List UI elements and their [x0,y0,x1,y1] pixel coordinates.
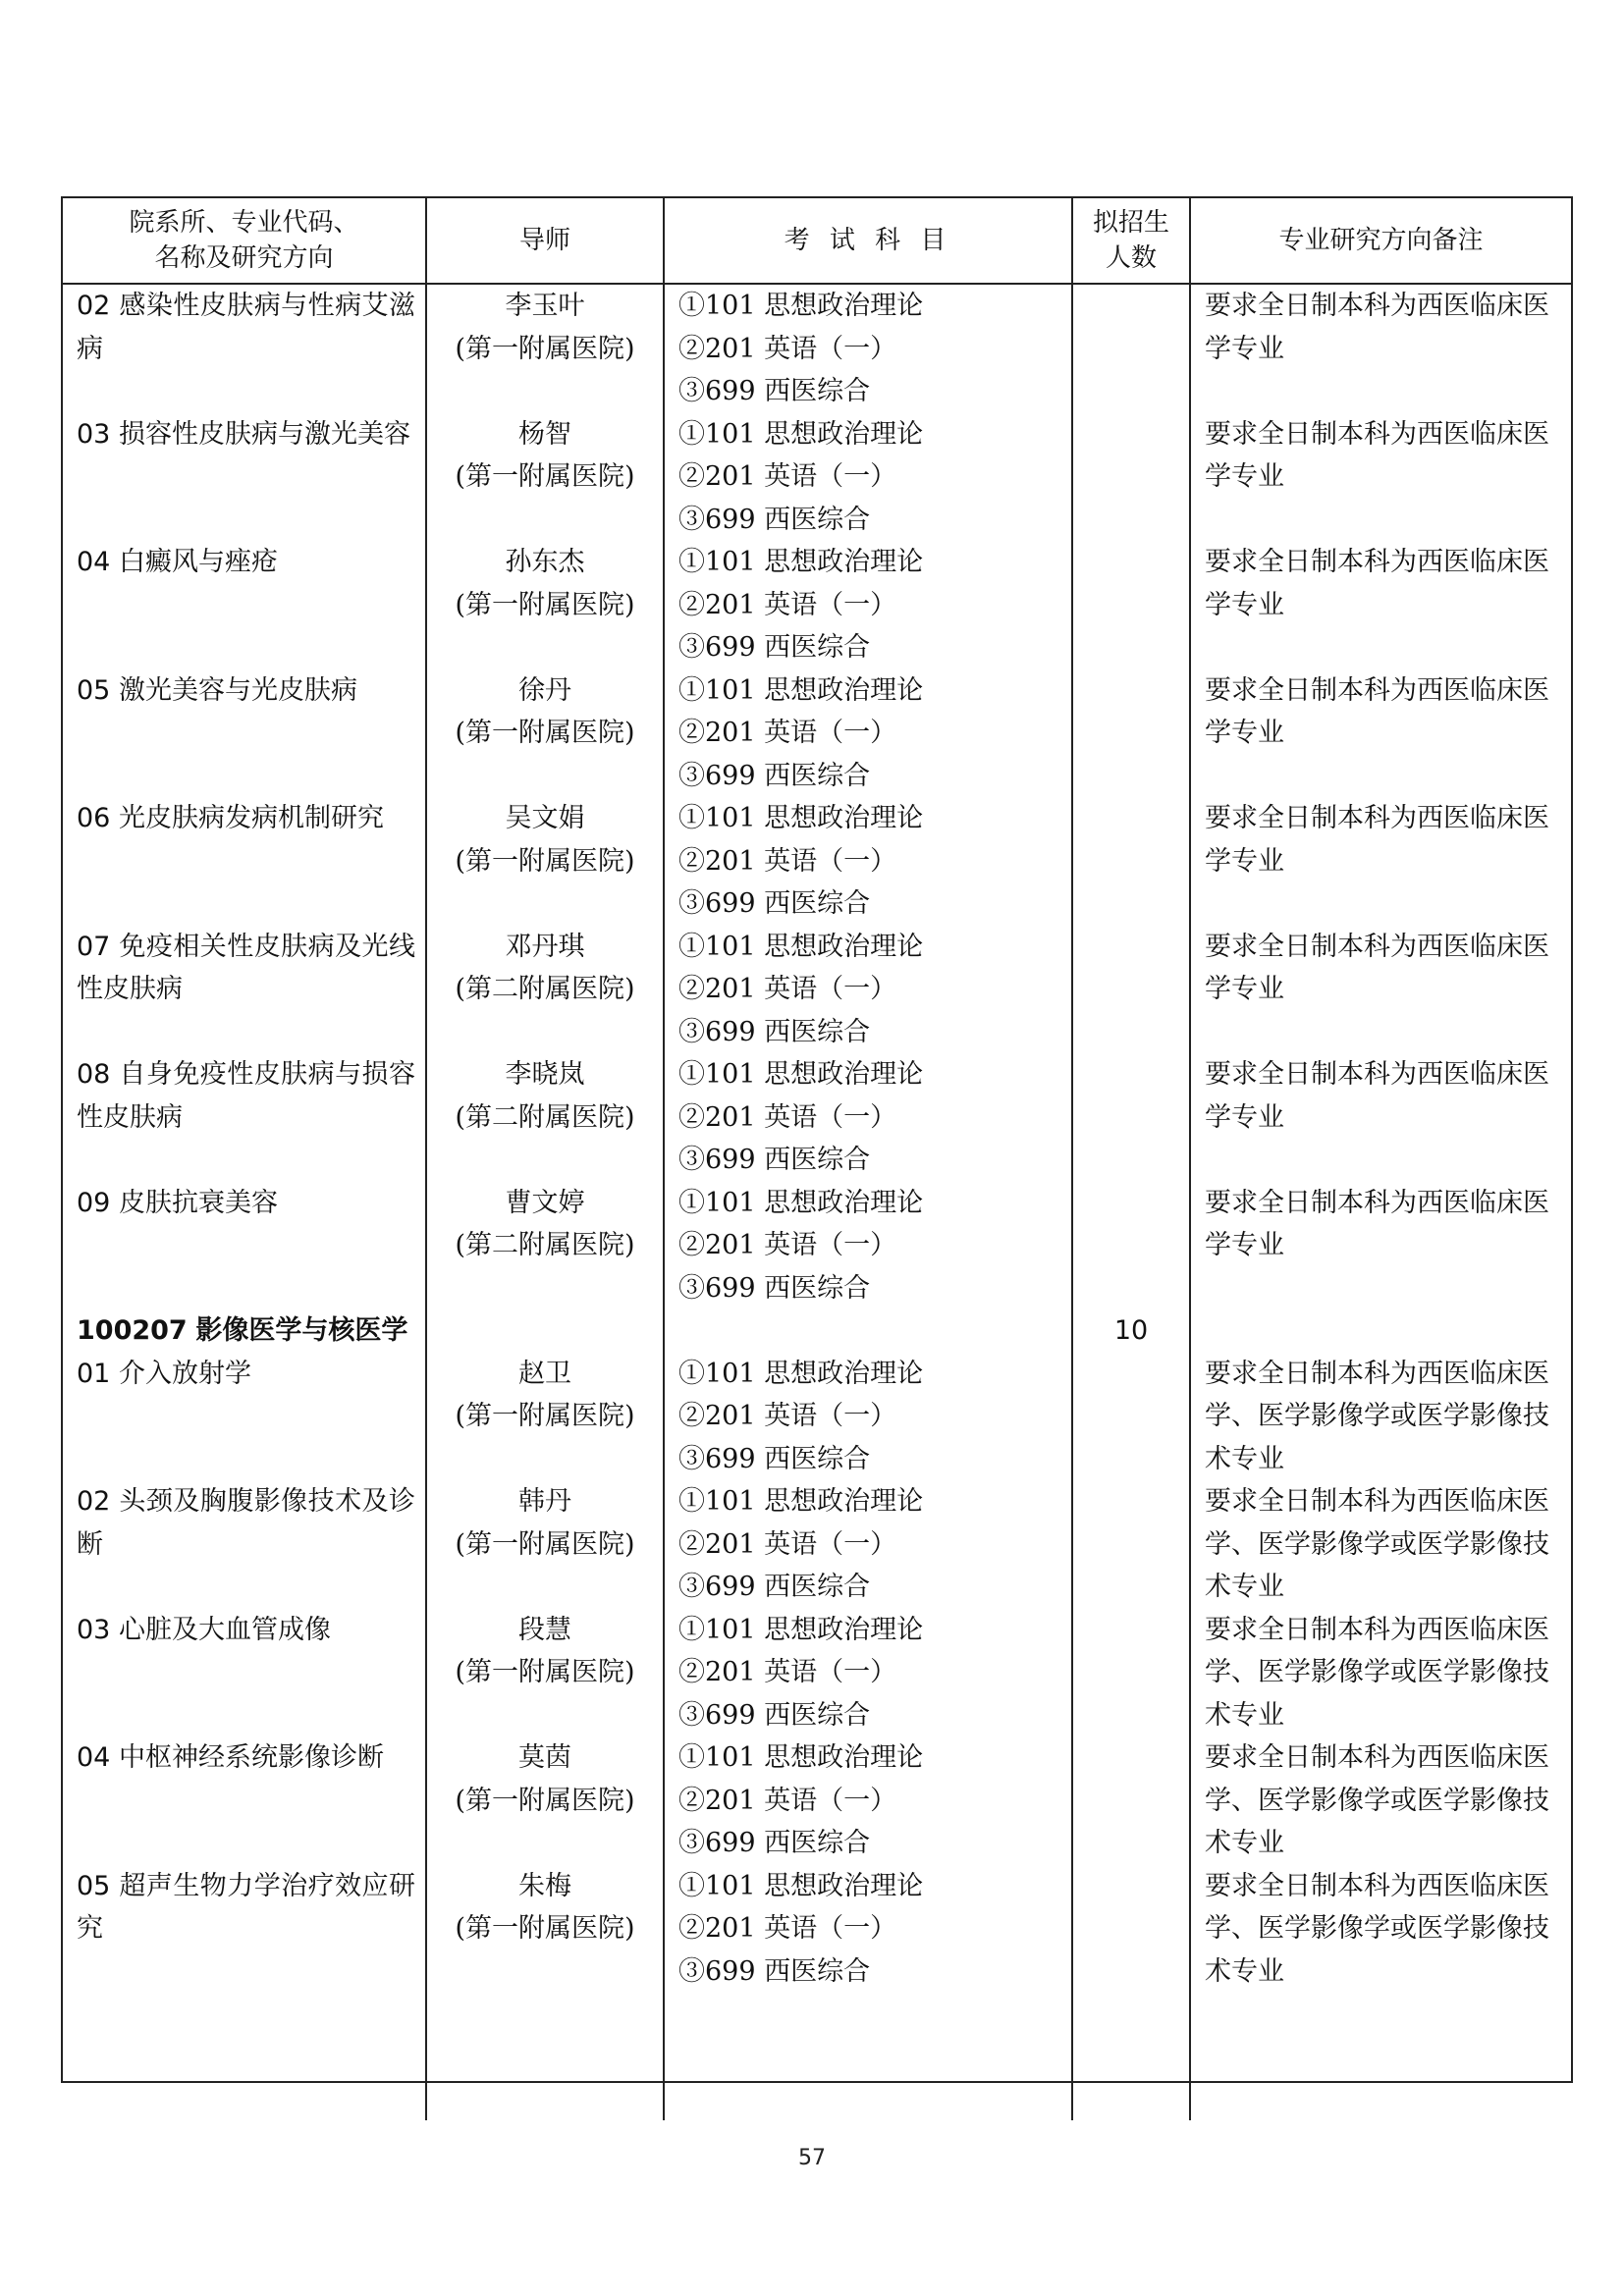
filler-cell [1190,1993,1571,2120]
table-row [63,797,1571,926]
table-row [63,1182,1571,1310]
exam-subject: ③699 西医综合 [678,1443,871,1474]
direction-code: 03 [77,1614,111,1645]
tutor-hospital: (第二附属医院) [455,1101,635,1133]
exam-cell [664,1865,1072,1994]
header-exam: 考 试 科 目 [664,198,1072,284]
exam-subject: ③699 西医综合 [678,1699,871,1731]
tutor-cell [426,1353,664,1481]
admissions-table-frame [61,196,1573,2083]
tutor-name: 李玉叶 [505,291,585,321]
header-quota-line2: 人数 [1105,243,1157,273]
table-body [63,284,1571,2120]
tutor-cell [426,1865,664,1994]
tutor-hospital: (第一附属医院) [455,589,635,620]
table-row [63,1480,1571,1609]
section-exam-cell [664,1309,1072,1353]
tutor-name: 莫茵 [518,1742,571,1773]
tutor-cell [426,284,664,413]
section-quota: 10 [1072,1309,1190,1353]
section-row [63,1309,1571,1353]
direction-name: 心脏及大血管成像 [118,1614,331,1645]
major-cell [63,284,426,413]
exam-subject: ②201 英语（一） [678,1528,897,1560]
exam-subject: ③699 西医综合 [678,504,871,535]
tutor-cell [426,669,664,798]
direction-code: 04 [77,1742,111,1773]
quota-cell [1072,669,1190,798]
filler-cell [1072,1993,1190,2120]
note-cell: 要求全日制本科为西医临床医学专业 [1190,1053,1571,1182]
direction-code: 05 [77,674,111,706]
exam-subject: ②201 英语（一） [678,461,897,492]
table-filler-row [63,1993,1571,2120]
exam-subject: ②201 英语（一） [678,845,897,877]
header-note: 专业研究方向备注 [1190,198,1571,284]
section-tutor-cell [426,1309,664,1353]
tutor-name: 赵卫 [518,1358,571,1389]
tutor-name: 韩丹 [518,1486,571,1517]
exam-subject: ①101 思想政治理论 [678,1059,924,1090]
direction-code: 07 [77,931,111,962]
direction-name: 自身免疫性皮肤病与损容性皮肤病 [77,1059,415,1133]
tutor-hospital: (第一附属医院) [455,1913,635,1944]
exam-subject: ③699 西医综合 [678,1016,871,1047]
direction-code: 03 [77,418,111,450]
major-cell [63,926,426,1054]
table-row [63,1865,1571,1994]
header-major-line1: 院系所、专业代码、 [129,208,359,238]
tutor-hospital: (第一附属医院) [455,1528,635,1560]
exam-subject: ①101 思想政治理论 [678,1742,924,1773]
direction-name: 白癜风与痤疮 [118,547,278,577]
exam-subject: ③699 西医综合 [678,760,871,791]
note-cell: 要求全日制本科为西医临床医学专业 [1190,669,1571,798]
exam-subject: ①101 思想政治理论 [678,1614,924,1645]
filler-cell [426,1993,664,2120]
direction-code: 02 [77,291,111,321]
exam-subject: ③699 西医综合 [678,1572,871,1602]
header-major-line2: 名称及研究方向 [154,243,334,273]
tutor-name: 段慧 [518,1614,571,1645]
tutor-cell [426,797,664,926]
direction-name: 头颈及胸腹影像技术及诊断 [77,1486,415,1560]
section-note-cell [1190,1309,1571,1353]
tutor-name: 邓丹琪 [505,931,585,962]
major-cell [63,1053,426,1182]
exam-subject: ③699 西医综合 [678,632,871,663]
exam-cell [664,669,1072,798]
direction-code: 06 [77,803,111,833]
direction-code: 08 [77,1059,111,1090]
exam-subject: ②201 英语（一） [678,589,897,620]
major-cell [63,669,426,798]
direction-name: 皮肤抗衰美容 [118,1187,278,1218]
direction-code: 05 [77,1870,111,1901]
major-cell [63,541,426,669]
tutor-name: 吴文娟 [505,803,585,833]
table-row [63,669,1571,798]
direction-name: 光皮肤病发病机制研究 [118,803,384,833]
exam-subject: ③699 西医综合 [678,888,871,919]
direction-code: 02 [77,1486,111,1517]
exam-subject: ②201 英语（一） [678,1657,897,1687]
direction-code: 01 [77,1358,111,1389]
exam-subject: ②201 英语（一） [678,1785,897,1816]
table-row [63,926,1571,1054]
tutor-cell [426,541,664,669]
section-code: 100207 [77,1315,188,1346]
tutor-hospital: (第一附属医院) [455,1785,635,1816]
tutor-cell [426,1609,664,1737]
tutor-hospital: (第一附属医院) [455,1657,635,1687]
exam-subject: ③699 西医综合 [678,1955,871,1987]
exam-subject: ②201 英语（一） [678,1913,897,1944]
tutor-cell [426,926,664,1054]
tutor-hospital: (第一附属医院) [455,1401,635,1431]
tutor-name: 徐丹 [518,674,571,706]
note-cell: 要求全日制本科为西医临床医学专业 [1190,1182,1571,1310]
note-cell: 要求全日制本科为西医临床医学、医学影像学或医学影像技术专业 [1190,1353,1571,1481]
section-title: 影像医学与核医学 [195,1315,408,1346]
header-tutor: 导师 [426,198,664,284]
tutor-cell [426,1480,664,1609]
tutor-cell [426,1736,664,1865]
quota-cell [1072,1182,1190,1310]
quota-cell [1072,1480,1190,1609]
exam-subject: ①101 思想政治理论 [678,1187,924,1218]
note-cell: 要求全日制本科为西医临床医学、医学影像学或医学影像技术专业 [1190,1480,1571,1609]
tutor-hospital: (第二附属医院) [455,974,635,1004]
exam-subject: ①101 思想政治理论 [678,291,924,321]
table-row [63,1053,1571,1182]
admissions-table [63,198,1571,2120]
major-cell [63,1182,426,1310]
section-major-cell [63,1309,426,1353]
major-cell [63,1353,426,1481]
quota-cell [1072,926,1190,1054]
major-cell [63,1480,426,1609]
major-cell [63,1609,426,1737]
quota-cell [1072,1353,1190,1481]
tutor-hospital: (第一附属医院) [455,333,635,364]
quota-cell [1072,413,1190,542]
exam-cell [664,1480,1072,1609]
tutor-name: 曹文婷 [505,1187,585,1218]
tutor-name: 朱梅 [518,1870,571,1901]
exam-subject: ③699 西医综合 [678,376,871,406]
direction-name: 中枢神经系统影像诊断 [118,1742,384,1773]
tutor-cell [426,413,664,542]
note-cell: 要求全日制本科为西医临床医学、医学影像学或医学影像技术专业 [1190,1865,1571,1994]
table-header-row [63,198,1571,284]
exam-subject: ③699 西医综合 [678,1145,871,1175]
page-number: 57 [798,2146,826,2170]
tutor-cell [426,1053,664,1182]
exam-subject: ③699 西医综合 [678,1272,871,1304]
tutor-name: 杨智 [518,418,571,450]
exam-cell [664,541,1072,669]
tutor-hospital: (第一附属医院) [455,718,635,748]
exam-subject: ②201 英语（一） [678,1401,897,1431]
major-cell [63,1736,426,1865]
note-cell: 要求全日制本科为西医临床医学专业 [1190,926,1571,1054]
header-quota-line1: 拟招生 [1092,208,1169,238]
exam-subject: ①101 思想政治理论 [678,1486,924,1517]
exam-cell [664,1353,1072,1481]
tutor-hospital: (第一附属医院) [455,461,635,492]
quota-cell [1072,541,1190,669]
exam-subject: ②201 英语（一） [678,1101,897,1133]
exam-subject: ①101 思想政治理论 [678,1870,924,1901]
note-cell: 要求全日制本科为西医临床医学专业 [1190,413,1571,542]
exam-subject: ①101 思想政治理论 [678,931,924,962]
exam-subject: ②201 英语（一） [678,333,897,364]
major-cell [63,413,426,542]
filler-cell [63,1993,426,2120]
tutor-hospital: (第二附属医院) [455,1230,635,1260]
exam-cell [664,926,1072,1054]
header-major [63,198,426,284]
table-row [63,413,1571,542]
note-cell: 要求全日制本科为西医临床医学专业 [1190,284,1571,413]
exam-subject: ①101 思想政治理论 [678,1358,924,1389]
quota-cell [1072,284,1190,413]
exam-cell [664,797,1072,926]
exam-subject: ①101 思想政治理论 [678,418,924,450]
exam-subject: ①101 思想政治理论 [678,674,924,706]
table-row [63,284,1571,413]
table-row [63,1609,1571,1737]
note-cell: 要求全日制本科为西医临床医学、医学影像学或医学影像技术专业 [1190,1736,1571,1865]
exam-cell [664,1182,1072,1310]
direction-name: 免疫相关性皮肤病及光线性皮肤病 [77,931,415,1004]
header-quota [1072,198,1190,284]
exam-cell [664,284,1072,413]
exam-cell [664,1609,1072,1737]
direction-name: 介入放射学 [118,1358,251,1389]
tutor-name: 李晓岚 [505,1059,585,1090]
exam-subject: ③699 西医综合 [678,1828,871,1858]
direction-name: 损容性皮肤病与激光美容 [118,418,410,450]
tutor-cell [426,1182,664,1310]
tutor-name: 孙东杰 [505,547,585,577]
exam-subject: ②201 英语（一） [678,718,897,748]
note-cell: 要求全日制本科为西医临床医学专业 [1190,797,1571,926]
exam-subject: ①101 思想政治理论 [678,547,924,577]
major-cell [63,1865,426,1994]
quota-cell [1072,1609,1190,1737]
exam-subject: ①101 思想政治理论 [678,803,924,833]
quota-cell [1072,797,1190,926]
table-row [63,1736,1571,1865]
exam-cell [664,1053,1072,1182]
direction-code: 04 [77,547,111,577]
exam-cell [664,1736,1072,1865]
direction-name: 激光美容与光皮肤病 [118,674,357,706]
table-row [63,541,1571,669]
quota-cell [1072,1736,1190,1865]
exam-subject: ②201 英语（一） [678,974,897,1004]
table-row [63,1353,1571,1481]
exam-subject: ②201 英语（一） [678,1230,897,1260]
exam-cell [664,413,1072,542]
tutor-hospital: (第一附属医院) [455,845,635,877]
direction-code: 09 [77,1187,111,1218]
direction-name: 感染性皮肤病与性病艾滋病 [77,291,415,364]
note-cell: 要求全日制本科为西医临床医学专业 [1190,541,1571,669]
direction-name: 超声生物力学治疗效应研究 [77,1870,415,1944]
filler-cell [664,1993,1072,2120]
note-cell: 要求全日制本科为西医临床医学、医学影像学或医学影像技术专业 [1190,1609,1571,1737]
major-cell [63,797,426,926]
quota-cell [1072,1865,1190,1994]
quota-cell [1072,1053,1190,1182]
